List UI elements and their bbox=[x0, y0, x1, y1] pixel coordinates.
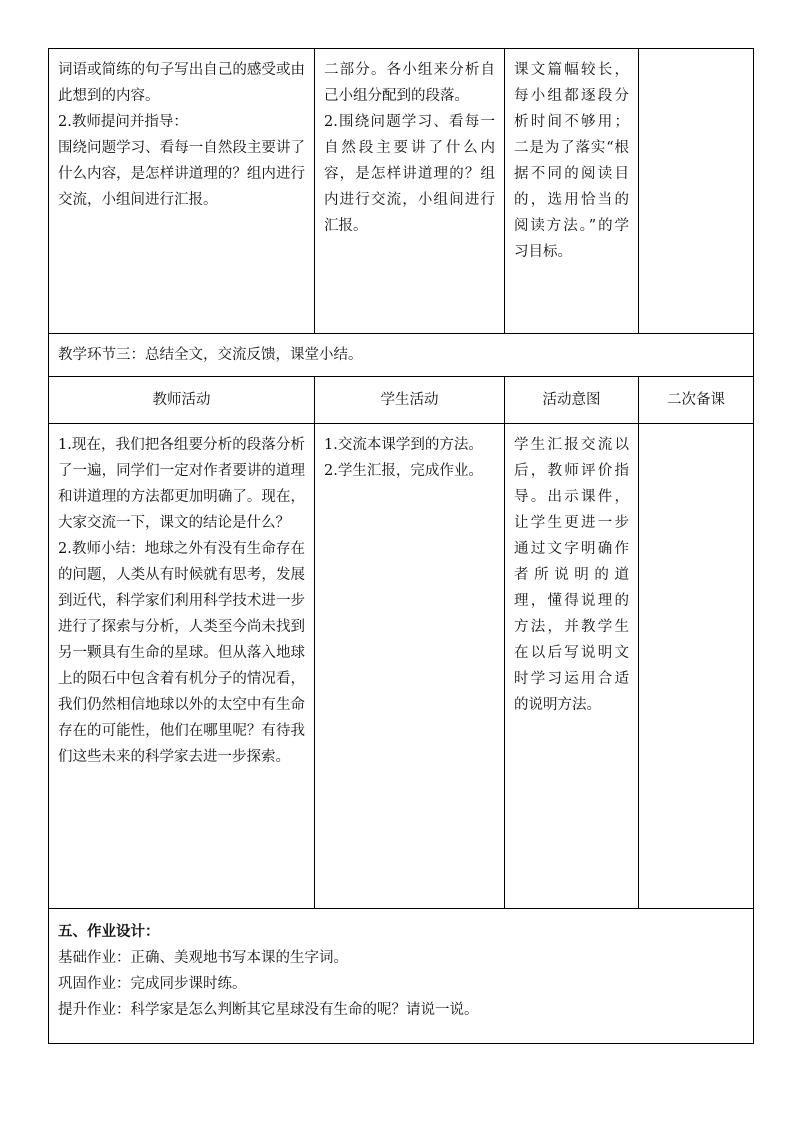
table-header-row bbox=[49, 377, 754, 424]
paragraph: 2.围绕问题学习、看每一自然段主要讲了什么内容，是怎样讲道理的？组内进行交流，小组间进行汇报。 bbox=[324, 114, 495, 234]
teacher-activity-cell bbox=[49, 424, 315, 909]
paragraph: 1.交流本课学到的方法。 bbox=[324, 437, 483, 453]
header-second-prep: 二次备课 bbox=[639, 377, 754, 424]
table-row bbox=[49, 424, 754, 909]
paragraph: 词语或简练的句子写出自己的感受或由此想到的内容。 bbox=[58, 62, 305, 104]
homework-consolidate: 巩固作业：完成同步课时练。 bbox=[58, 976, 247, 992]
student-activity-cell bbox=[315, 424, 505, 909]
paragraph: 2.教师提问并指导： bbox=[58, 114, 188, 130]
paragraph: 学生汇报交流以后，教师评价指导。出示课件，让学生更进一步通过文字明确作者所说明的道理，懂得说理的方法，并教学生在以后写说明文时学习运用合适的说明方法。 bbox=[514, 437, 629, 713]
table-row bbox=[49, 49, 754, 334]
paragraph: 2.学生汇报，完成作业。 bbox=[324, 463, 483, 479]
student-activity-cell bbox=[315, 49, 505, 334]
header-student-activity: 学生活动 bbox=[315, 377, 505, 424]
paragraph: 二部分。各小组来分析自己小组分配到的段落。 bbox=[324, 62, 495, 104]
header-activity-intent: 活动意图 bbox=[505, 377, 639, 424]
second-prep-cell bbox=[639, 49, 754, 334]
lesson-plan-table bbox=[48, 48, 754, 1044]
homework-section bbox=[49, 909, 754, 1044]
paragraph: 围绕问题学习、看每一自然段主要讲了什么内容，是怎样讲道理的？组内进行交流，小组间进行汇报。 bbox=[58, 140, 305, 208]
second-prep-cell bbox=[639, 424, 754, 909]
teacher-activity-cell bbox=[49, 49, 315, 334]
paragraph: 课文篇幅较长，每小组都逐段分析时间不够用；二是为了落实“根据不同的阅读目的，选用恰当的阅读方法。”的学习目标。 bbox=[514, 62, 629, 260]
homework-basic: 基础作业：正确、美观地书写本课的生字词。 bbox=[58, 950, 348, 966]
homework-advanced: 提升作业：科学家是怎么判断其它星球没有生命的呢？请说一说。 bbox=[58, 1002, 479, 1018]
table-row bbox=[49, 334, 754, 377]
activity-intent-cell bbox=[505, 49, 639, 334]
homework-title: 五、作业设计： bbox=[58, 924, 160, 940]
table-row bbox=[49, 909, 754, 1044]
header-teacher-activity: 教师活动 bbox=[49, 377, 315, 424]
paragraph: 1.现在，我们把各组要分析的段落分析了一遍，同学们一定对作者要讲的道理和讲道理的方法都更加明确了。现在，大家交流一下，课文的结论是什么？ bbox=[58, 437, 305, 531]
section-title: 教学环节三：总结全文，交流反馈，课堂小结。 bbox=[49, 334, 754, 377]
paragraph: 2.教师小结：地球之外有没有生命存在的问题，人类从有时候就有思考，发展到近代，科学家们利用科学技术进一步进行了探索与分析，人类至今尚未找到另一颗具有生命的星球。但从落入地球上的陨石中包含着有机分子的情况看，我们仍然相信地球以外的太空中有生命存在的可能性，他们在哪里呢？有待我们这些未来的科学家去进一步探索。 bbox=[58, 541, 305, 765]
activity-intent-cell bbox=[505, 424, 639, 909]
